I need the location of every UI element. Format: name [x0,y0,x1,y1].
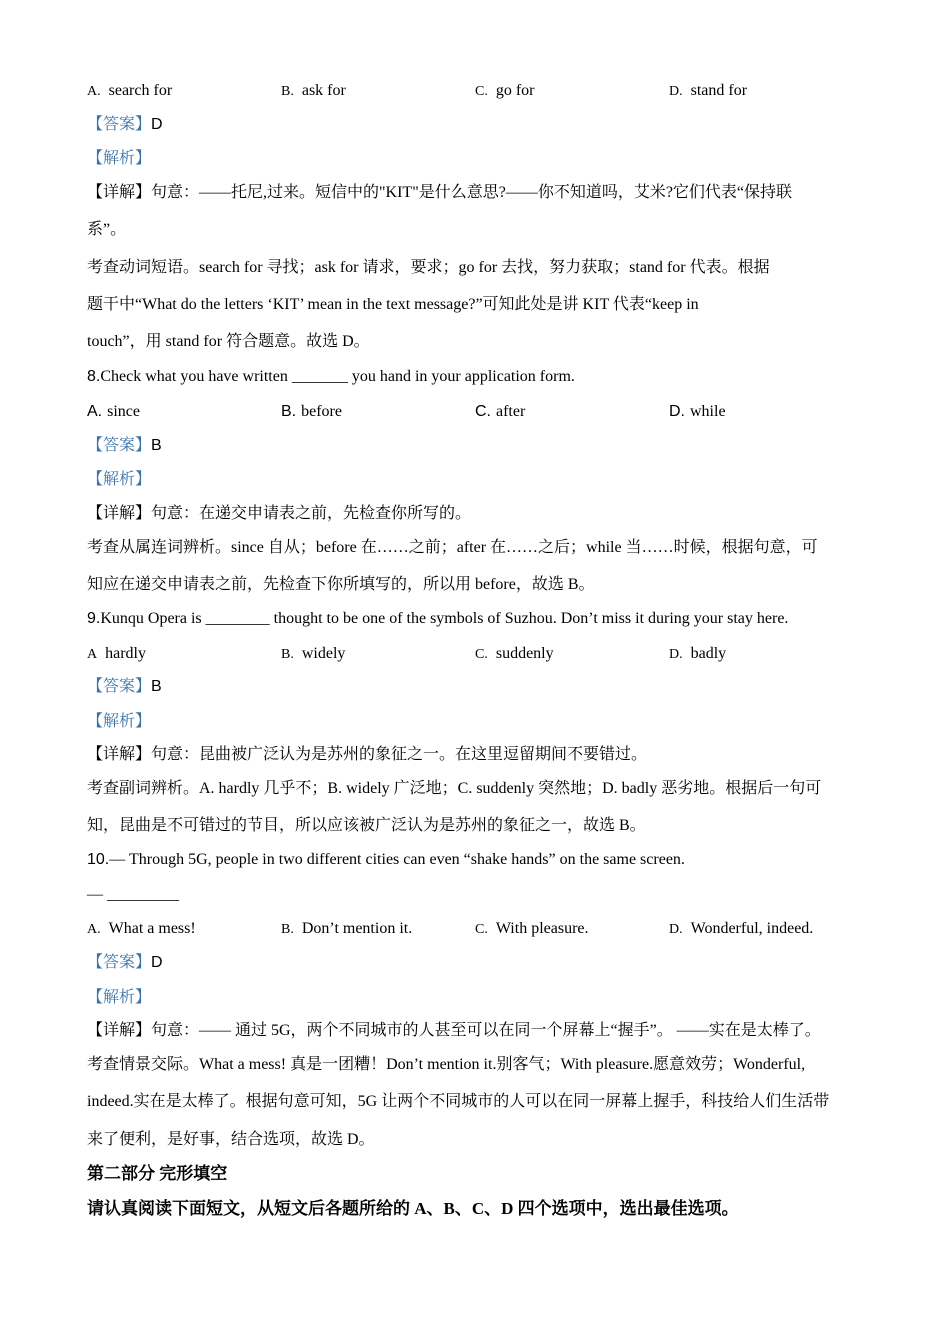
q7-option-b: B. ask for [281,82,346,99]
q9-stem: 9.Kunqu Opera is ________ thought to be one of the symbols of Suzhou. Don’t miss it during your stay here. [87,610,789,627]
q10-stem: 10.— Through 5G, people in two different cities can even “shake hands” on the same screen. [87,851,685,868]
q9-option-d: D. badly [669,645,727,662]
q9-explanation-line-2: 知，昆曲是不可错过的节目，所以应该被广泛认为是苏州的象征之一，故选 B。 [87,817,646,834]
q8-options [87,402,865,422]
q8-detail-line-1: 【详解】句意：在递交申请表之前，先检查你所写的。 [87,505,472,522]
q9-detail-line-1: 【详解】句意：昆曲被广泛认为是苏州的象征之一。在这里逗留期间不要错过。 [87,746,648,763]
q8-answer: 【答案】B [87,437,162,454]
q7-explanation-line-3: touch”，用 stand for 符合题意。故选 D。 [87,333,370,350]
q10-explanation-line-3: 来了便利，是好事，结合选项，故选 D。 [87,1131,375,1148]
q10-detail-line-1: 【详解】句意：—— 通过 5G，两个不同城市的人甚至可以在同一个屏幕上“握手”。 ——实在是太棒了。 [87,1022,821,1039]
q10-option-c: C. With pleasure. [475,920,589,937]
q7-options [87,81,865,101]
q7-option-c: C. go for [475,82,535,99]
q8-option-c: C. after [475,403,526,420]
q8-option-b: B. before [281,403,342,420]
q7-analysis-label: 【解析】 [87,150,152,167]
q8-stem: 8.Check what you have written _______ you hand in your application form. [87,368,575,385]
q7-answer: 【答案】D [87,116,163,133]
q7-detail-line-1: 【详解】句意：——托尼,过来。短信中的"KIT"是什么意思?——你不知道吗，艾米?它们代表“保持联 [87,184,793,201]
part2-instruction: 请认真阅读下面短文，从短文后各题所给的 A、B、C、D 四个选项中，选出最佳选项。 [87,1199,739,1218]
q7-option-a: A. search for [87,82,173,99]
q10-analysis-label: 【解析】 [87,989,152,1006]
q7-option-d: D. stand for [669,82,748,99]
q7-detail-line-2: 系”。 [87,221,127,238]
q8-explanation-line-1: 考查从属连词辨析。since 自从；before 在……之前；after 在……之后；while 当……时候，根据句意，可 [87,539,818,556]
q10-answer: 【答案】D [87,954,163,971]
q9-explanation-line-1: 考查副词辨析。A. hardly 几乎不；B. widely 广泛地；C. suddenly 突然地；D. badly 恶劣地。根据后一句可 [87,780,822,797]
q9-options [87,644,865,664]
q9-answer: 【答案】B [87,678,162,695]
q10-explanation-line-1: 考查情景交际。What a mess! 真是一团糟！Don’t mention it.别客气；With pleasure.愿意效劳；Wonderful, [87,1056,806,1073]
q10-explanation-line-2: indeed.实在是太棒了。根据句意可知，5G 让两个不同城市的人可以在同一屏幕上握手，科技给人们生活带 [87,1093,830,1110]
q10-option-b: B. Don’t mention it. [281,920,413,937]
q9-option-a: A hardly [87,645,146,662]
q9-option-b: B. widely [281,645,346,662]
q9-analysis-label: 【解析】 [87,713,152,730]
q10-stem-reply: — _________ [87,886,179,903]
q8-analysis-label: 【解析】 [87,471,152,488]
q7-explanation-line-2: 题干中“What do the letters ‘KIT’ mean in the text message?”可知此处是讲 KIT 代表“keep in [87,296,699,313]
q10-option-d: D. Wonderful, indeed. [669,920,814,937]
q8-option-a: A. since [87,403,140,420]
q8-explanation-line-2: 知应在递交申请表之前，先检查下你所填写的，所以用 before，故选 B。 [87,576,595,593]
q10-option-a: A. What a mess! [87,920,196,937]
q8-option-d: D. while [669,403,726,420]
part2-title: 第二部分 完形填空 [87,1164,228,1183]
q7-explanation-line-1: 考查动词短语。search for 寻找；ask for 请求，要求；go for 去找，努力获取；stand for 代表。根据 [87,259,770,276]
q10-options [87,919,865,939]
q9-option-c: C. suddenly [475,645,554,662]
